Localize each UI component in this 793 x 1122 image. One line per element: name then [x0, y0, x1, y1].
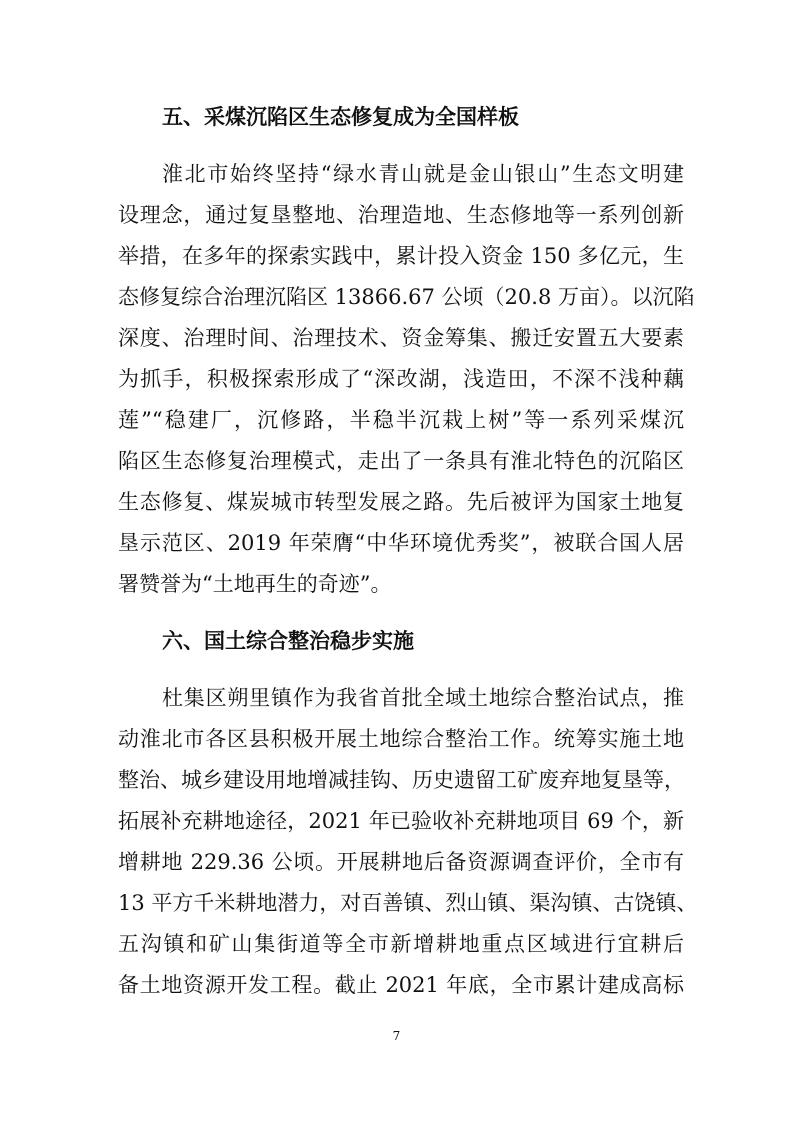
section-5-line: 为抓手，积极探索形成了“深改湖，浅造田，不深不浅种藕 [118, 367, 684, 391]
section-6-line: 动淮北市各区县积极开展土地综合整治工作。统筹实施土地 [118, 727, 684, 751]
section-5-line: 生态修复、煤炭城市转型发展之路。先后被评为国家土地复 [118, 490, 684, 514]
section-5-line: 垦示范区、2019 年荣膺“中华环境优秀奖”，被联合国人居 [118, 531, 684, 555]
section-5-line: 设理念，通过复垦整地、治理造地、生态修地等一系列创新 [118, 203, 684, 227]
section-5-line: 举措，在多年的探索实践中，累计投入资金 150 多亿元，生 [118, 244, 684, 268]
section-6-line: 备土地资源开发工程。截止 2021 年底，全市累计建成高标 [118, 973, 684, 997]
page-number: 7 [392, 1029, 401, 1043]
section-5-line: 陷区生态修复治理模式，走出了一条具有淮北特色的沉陷区 [118, 449, 684, 473]
section-5-line: 莲”“稳建厂，沉修路，半稳半沉栽上树”等一系列采煤沉 [118, 408, 684, 432]
section-5-heading: 五、采煤沉陷区生态修复成为全国样板 [162, 105, 519, 129]
section-6-line: 杜集区朔里镇作为我省首批全域土地综合整治试点，推 [162, 686, 684, 710]
section-6-heading: 六、国土综合整治稳步实施 [162, 629, 414, 653]
section-6-line: 增耕地 229.36 公顷。开展耕地后备资源调查评价，全市有 [118, 850, 684, 874]
section-5-line: 深度、治理时间、治理技术、资金筹集、搬迁安置五大要素 [118, 326, 684, 350]
section-5-line: 态修复综合治理沉陷区 13866.67 公顷（20.8 万亩）。以沉陷 [118, 285, 695, 309]
section-5-line: 署赞誉为“土地再生的奇迹”。 [118, 572, 392, 596]
section-6-line: 拓展补充耕地途径，2021 年已验收补充耕地项目 69 个，新 [118, 809, 684, 833]
section-5-line: 淮北市始终坚持“绿水青山就是金山银山”生态文明建 [162, 162, 684, 186]
section-6-line: 13 平方千米耕地潜力，对百善镇、烈山镇、渠沟镇、古饶镇、 [118, 891, 698, 915]
section-6-line: 五沟镇和矿山集街道等全市新增耕地重点区域进行宜耕后 [118, 932, 684, 956]
section-6-line: 整治、城乡建设用地增减挂钩、历史遗留工矿废弃地复垦等， [118, 768, 685, 792]
